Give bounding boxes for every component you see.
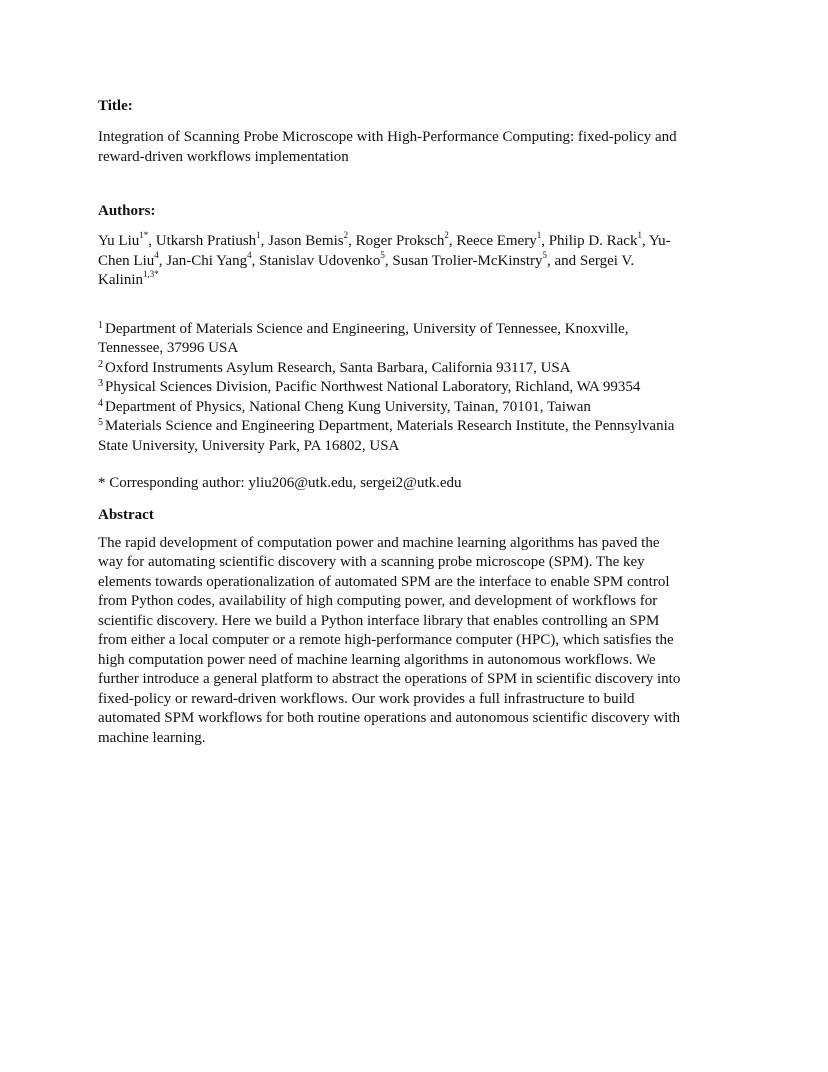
affiliation-line <box>98 359 738 379</box>
abstract-heading: Abstract <box>98 506 154 523</box>
affiliation-line <box>98 437 738 457</box>
authors-list <box>98 232 738 291</box>
author-affiliation-marker: 1 <box>256 230 261 240</box>
authors-heading: Authors: <box>98 203 156 219</box>
author-affiliation-marker: 1 <box>536 230 542 240</box>
abstract-line: from either a local computer or a remote high-performance computer (HPC), which satisfies the <box>98 632 674 648</box>
affiliation-text: Oxford Instruments Asylum Research, Santa Barbara, California 93117, USA <box>105 359 571 376</box>
author-affiliation-marker: 2 <box>343 230 349 240</box>
author-text: , Reece Emery <box>448 233 537 249</box>
authors-line <box>98 232 738 252</box>
affiliation-text: Physical Sciences Division, Pacific Northwest National Laboratory, Richland, WA 99354 <box>105 379 641 395</box>
paper-title-line: reward-driven workflows implementation <box>98 148 349 165</box>
authors-line <box>98 271 738 291</box>
paper-title <box>98 128 738 167</box>
author-text: Yu Liu <box>98 233 140 249</box>
author-affiliation-marker: 4 <box>247 249 252 260</box>
author-affiliation-marker: 2 <box>444 230 449 240</box>
abstract-line: automated SPM workflows for both routine operations and autonomous scientific discovery with <box>98 710 680 726</box>
affiliation-number: 1 <box>98 319 103 331</box>
affiliation-line <box>98 378 738 398</box>
affiliation-text: Department of Physics, National Cheng Kung University, Tainan, 70101, Taiwan <box>105 398 591 415</box>
authors-line <box>98 249 738 272</box>
author-affiliation-marker: 1* <box>139 230 149 240</box>
affiliation-text: State University, University Park, PA 16802, USA <box>98 437 400 454</box>
author-text: Chen Liu <box>98 252 155 269</box>
abstract-body <box>98 534 738 749</box>
author-text: , Yu- <box>641 233 671 249</box>
affiliation-line <box>98 398 738 418</box>
author-text: , Philip D. Rack <box>541 233 638 249</box>
author-text: Kalinin <box>98 272 143 288</box>
author-text: , Susan Trolier-McKinstry <box>384 252 543 269</box>
affiliation-number: 4 <box>98 397 103 409</box>
author-text: , Jan-Chi Yang <box>158 252 248 269</box>
abstract-line: elements towards operationalization of automated SPM are the interface to enable SPM control <box>98 573 670 590</box>
paper-page <box>98 96 738 748</box>
title-heading: Title: <box>98 98 133 114</box>
affiliation-text: Department of Materials Science and Engineering, University of Tennessee, Knoxville, <box>105 320 629 337</box>
abstract-line: from Python codes, availability of high computing power, and development of workflows for <box>98 593 658 609</box>
author-affiliation-marker: 5 <box>542 249 547 260</box>
author-text: , Jason Bemis <box>260 233 344 249</box>
abstract-line: machine learning. <box>98 729 206 746</box>
author-text: , Roger Proksch <box>348 233 445 249</box>
paper-title-line: Integration of Scanning Probe Microscope with High-Performance Computing: fixed-policy and <box>98 129 677 145</box>
affiliations-list <box>98 320 738 457</box>
affiliation-line <box>98 417 738 437</box>
abstract-line: further introduce a general platform to abstract the operations of SPM in scientific discovery into <box>98 671 681 687</box>
corresponding-author: * Corresponding author: yliu206@utk.edu, sergei2@utk.edu <box>98 475 462 491</box>
author-affiliation-marker: 1,3* <box>143 269 159 279</box>
abstract-line: scientific discovery. Here we build a Python interface library that enables controlling an SPM <box>98 612 660 629</box>
author-text: , and Sergei V. <box>546 252 635 269</box>
abstract-line: fixed-policy or reward-driven workflows. Our work provides a full infrastructure to build <box>98 690 635 707</box>
affiliation-text: Tennessee, 37996 USA <box>98 340 239 356</box>
author-text: , Utkarsh Pratiush <box>148 233 257 249</box>
author-affiliation-marker: 4 <box>154 249 159 260</box>
abstract-line: high computation power need of machine learning algorithms in autonomous workflows. We <box>98 651 656 668</box>
abstract-line: way for automating scientific discovery with a scanning probe microscope (SPM). The key <box>98 554 645 570</box>
affiliation-number: 5 <box>98 417 103 428</box>
affiliation-text: Materials Science and Engineering Department, Materials Research Institute, the Pennsylvania <box>105 418 675 434</box>
author-affiliation-marker: 1 <box>637 230 642 240</box>
abstract-line: The rapid development of computation power and machine learning algorithms has paved the <box>98 534 660 551</box>
affiliation-line <box>98 320 738 340</box>
affiliation-number: 3 <box>98 378 103 389</box>
affiliation-line <box>98 339 738 359</box>
author-affiliation-marker: 5 <box>380 249 385 260</box>
affiliation-number: 2 <box>98 358 103 370</box>
author-text: , Stanislav Udovenko <box>251 252 381 269</box>
